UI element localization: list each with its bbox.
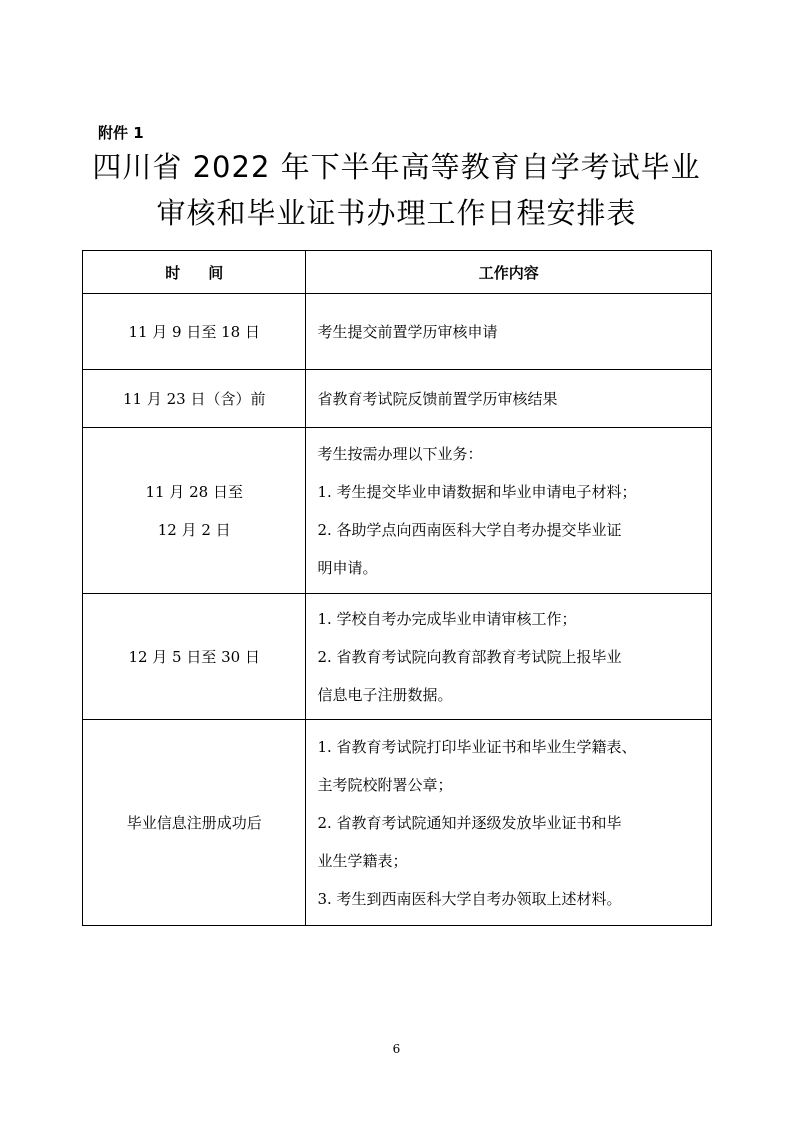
time-text: 12 月 2 日 xyxy=(157,520,231,539)
table-row xyxy=(83,594,712,720)
attachment-label: 附件 1 xyxy=(98,124,144,142)
content-text: 考生提交前置学历审核申请 xyxy=(317,322,498,341)
table-row xyxy=(83,370,712,428)
content-text: 明申请。 xyxy=(317,558,378,577)
content-text: 2. 各助学点向西南医科大学自考办提交毕业证 xyxy=(317,520,622,539)
header-time xyxy=(83,251,306,294)
content-text: 1. 省教育考试院打印毕业证书和毕业生学籍表、 xyxy=(317,737,637,756)
content-text: 1. 学校自考办完成毕业申请审核工作； xyxy=(317,609,577,628)
table-row xyxy=(83,294,712,370)
content-cell xyxy=(306,428,712,594)
time-cell xyxy=(83,294,306,370)
content-text: 省教育考试院反馈前置学历审核结果 xyxy=(317,389,558,408)
content-text: 3. 考生到西南医科大学自考办领取上述材料。 xyxy=(317,889,622,908)
content-cell xyxy=(306,294,712,370)
time-text: 11 月 9 日至 18 日 xyxy=(128,322,260,341)
content-cell xyxy=(306,720,712,926)
time-text: 12 月 5 日至 30 日 xyxy=(128,647,260,666)
content-text: 2. 省教育考试院通知并逐级发放毕业证书和毕 xyxy=(317,813,622,832)
time-text: 11 月 28 日至 xyxy=(145,482,243,501)
time-cell xyxy=(83,370,306,428)
document-title-line-1: 四川省 2022 年下半年高等教育自学考试毕业 xyxy=(92,150,701,184)
content-text: 考生按需办理以下业务： xyxy=(317,444,483,463)
schedule-table xyxy=(82,250,712,926)
table-row xyxy=(83,720,712,926)
content-cell xyxy=(306,594,712,720)
content-text: 2. 省教育考试院向教育部教育考试院上报毕业 xyxy=(317,647,622,666)
content-text: 业生学籍表； xyxy=(317,851,408,870)
table-row xyxy=(83,428,712,594)
content-text: 信息电子注册数据。 xyxy=(317,685,453,704)
time-cell xyxy=(83,720,306,926)
time-cell xyxy=(83,594,306,720)
header-content: 工作内容 xyxy=(306,251,712,294)
content-cell xyxy=(306,370,712,428)
content-text: 主考院校附署公章； xyxy=(317,775,453,794)
time-text: 11 月 23 日（含）前 xyxy=(122,389,266,408)
time-cell xyxy=(83,428,306,594)
page-number: 6 xyxy=(392,1042,401,1056)
table-header-row xyxy=(83,251,712,294)
header-time-char-2: 间 xyxy=(208,263,224,282)
document-title-line-2: 审核和毕业证书办理工作日程安排表 xyxy=(156,196,637,230)
header-time-char-1: 时 xyxy=(165,263,181,282)
content-text: 1. 考生提交毕业申请数据和毕业申请电子材料； xyxy=(317,482,637,501)
time-text: 毕业信息注册成功后 xyxy=(126,813,262,832)
